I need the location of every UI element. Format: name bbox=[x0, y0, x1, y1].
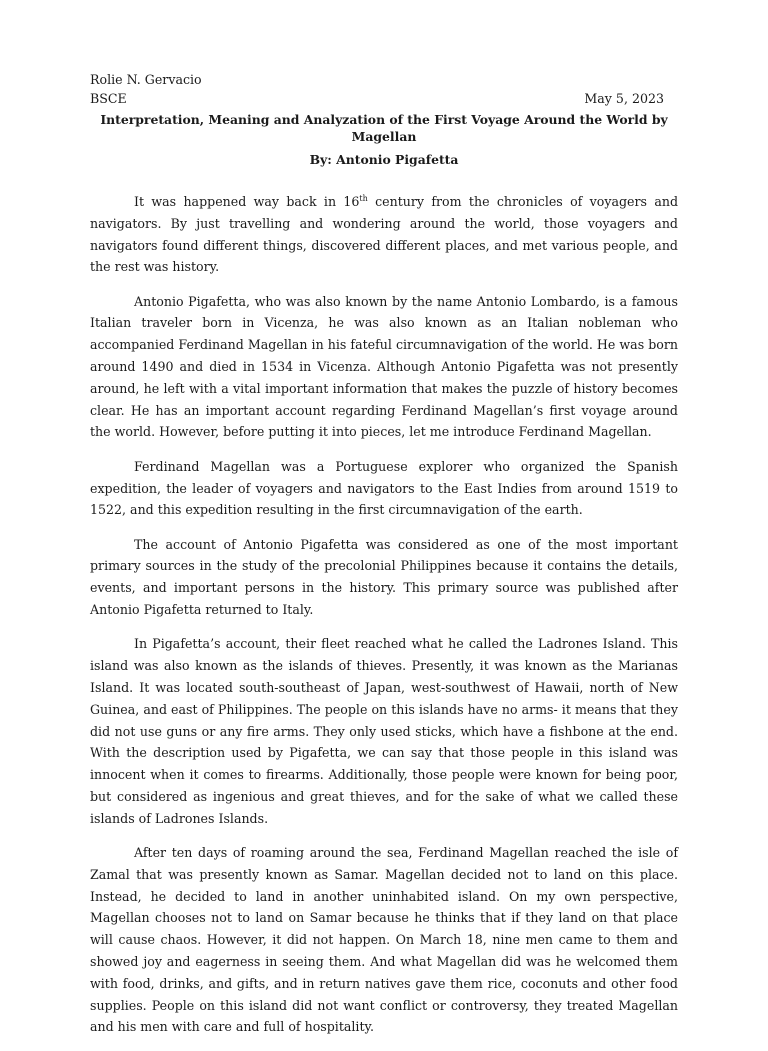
body-paragraph-2: Antonio Pigafetta, who was also known by the name Antonio Lombardo, is a famous Italian traveler born in Vicenza, he was also known as an Italian nobleman who accompanied Ferdinand Magellan in his fateful circumnavigation of the world. He was born around 1490 and died in 1534 in Vicenza. Although Antonio Pigafetta was not presently around, he left with a vital important information that makes the puzzle of history becomes clear. He has an important account regarding Ferdinand Magellan’s first voyage around the world. However, before putting it into pieces, let me introduce Ferdinand Magellan. bbox=[90, 293, 678, 440]
paragraph-1-start: It was happened way back in 16 bbox=[134, 194, 360, 209]
document-title: Interpretation, Meaning and Analyzation of the First Voyage Around the World by Magellan bbox=[100, 112, 668, 144]
body-paragraph-1 bbox=[90, 191, 678, 278]
body-paragraph-4: The account of Antonio Pigafetta was considered as one of the most important primary sources in the study of the precolonial Philippines because it contains the details, events, and important persons in the history. This primary source was published after Antonio Pigafetta returned to Italy. bbox=[90, 536, 678, 618]
body-paragraph-3: Ferdinand Magellan was a Portuguese explorer who organized the Spanish expedition, the leader of voyagers and navigators to the East Indies from around 1519 to 1522, and this expedition resulting in the first circumnavigation of the earth. bbox=[90, 458, 678, 518]
superscript-th: th bbox=[359, 193, 368, 203]
body-paragraph-6: After ten days of roaming around the sea, Ferdinand Magellan reached the isle of Zamal that was presently known as Samar. Magellan decided not to land on this place. Instead, he decided to land in another uninhabited island. On my own perspective, Magellan chooses not to land on Samar because he thinks that if they land on that place will cause chaos. However, it did not happen. On March 18, nine men came to them and showed joy and eagerness in seeing them. And what Magellan did was he welcomed them with food, drinks, and gifts, and in return natives gave them rice, coconuts and other food supplies. People on this island did not want conflict or controversy, they treated Magellan and his men with care and full of hospitality. bbox=[90, 845, 678, 1035]
course-label: BSCE bbox=[90, 91, 127, 106]
body-paragraph-5: In Pigafetta’s account, their fleet reached what he called the Ladrones Island. This island was also known as the islands of thieves. Presently, it was known as the Marianas Island. It was located south-southeast of Japan, west-southwest of Hawaii, north of New Guinea, and east of Philippines. The people on this islands have no arms- it means that they did not use guns or any fire arms. They only used sticks, which have a fishbone at the end. With the description used by Pigafetta, we can say that those people in this island was innocent when it comes to firearms. Additionally, those people were known for being poor, but considered as ingenious and great thieves, and for the sake of what we called these islands of Ladrones Islands. bbox=[90, 636, 678, 826]
author-name: Rolie N. Gervacio bbox=[90, 72, 202, 87]
document-byline: By: Antonio Pigafetta bbox=[309, 152, 459, 167]
document-date: May 5, 2023 bbox=[584, 91, 664, 106]
document-page bbox=[90, 70, 678, 1051]
paragraph-1-rest: century from the chronicles of voyagers and navigators. By just travelling and wondering around the world, those voyagers and navigators found different things, discovered different places, and met various people, and the rest was history. bbox=[90, 194, 679, 275]
course-date-line bbox=[90, 89, 678, 108]
